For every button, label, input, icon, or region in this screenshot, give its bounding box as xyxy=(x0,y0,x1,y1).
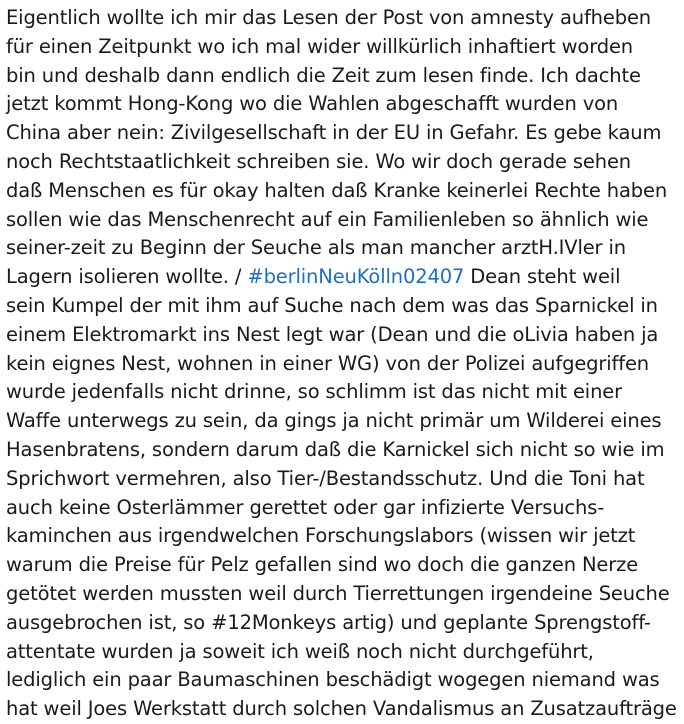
text-line-14: wurde jedenfalls nicht drinne, so schlimm ist das nicht mit einer xyxy=(6,380,622,404)
text-line-25: hat weil Joes Werkstatt durch solchen Vandalismus an Zusatzaufträge xyxy=(6,697,677,721)
text-line-8: sollen wie das Menschenrecht auf ein Familienleben so ähnlich wie xyxy=(6,207,649,231)
text-line-2: für einen Zeitpunkt wo ich mal wider willkürlich inhaftiert worden xyxy=(6,34,634,58)
text-line-9: seiner-zeit zu Beginn der Seuche als man mancher arztH.IVler in xyxy=(6,236,626,260)
text-line-20: warum die Preise für Pelz gefallen sind wo doch die ganzen Nerze xyxy=(6,553,639,577)
text-line-21: getötet werden mussten weil durch Tierrettungen irgendeine Seuche xyxy=(6,581,670,605)
text-line-22: ausgebrochen ist, so #12Monkeys artig) und geplante Sprengstoff- xyxy=(6,610,651,634)
text-line-10 xyxy=(6,263,682,292)
text-line-19: kaminchen aus irgendwelchen Forschungslabors (wissen wir jetzt xyxy=(6,524,636,548)
text-line-11: sein Kumpel der mit ihm auf Suche nach dem was das Sparnickel in xyxy=(6,293,658,317)
text-line-13: kein eignes Nest, wohnen in einer WG) von der Polizei aufgegriffen xyxy=(6,351,650,375)
text-line-4: jetzt kommt Hong-Kong wo die Wahlen abgeschafft wurden von xyxy=(6,92,619,116)
text-line-7: daß Menschen es für okay halten daß Kranke keinerlei Rechte haben xyxy=(6,178,668,202)
document-body xyxy=(6,4,682,724)
text-line-23: attentate wurden ja soweit ich weiß noch nicht durchgeführt, xyxy=(6,639,594,663)
text-line-15: Waffe unterwegs zu sein, da gings ja nicht primär um Wilderei eines xyxy=(6,409,662,433)
text-line-24: lediglich ein paar Baumaschinen beschädigt wogegen niemand was xyxy=(6,668,660,692)
hashtag-link[interactable]: #berlinNeuKölln02407 xyxy=(247,265,465,289)
text-line-5: China aber nein: Zivilgesellschaft in der EU in Gefahr. Es gebe kaum xyxy=(6,121,662,145)
text-line-1: Eigentlich wollte ich mir das Lesen der Post von amnesty aufheben xyxy=(6,6,652,29)
text-line-3: bin und deshalb dann endlich die Zeit zum lesen finde. Ich dachte xyxy=(6,63,641,87)
text-line-10-after: Dean steht weil xyxy=(464,265,621,289)
text-line-18: auch keine Osterlämmer gerettet oder gar infizierte Versuchs- xyxy=(6,495,605,519)
text-line-16: Hasenbratens, sondern darum daß die Karnickel sich nicht so wie im xyxy=(6,437,665,461)
text-line-10-before: Lagern isolieren wollte. / xyxy=(6,265,248,289)
text-line-12: einem Elektromarkt ins Nest legt war (Dean und die oLivia haben ja xyxy=(6,322,659,346)
text-line-6: noch Rechtstaatlichkeit schreiben sie. Wo wir doch gerade sehen xyxy=(6,149,632,173)
text-line-17: Sprichwort vermehren, also Tier-/Bestandsschutz. Und die Toni hat xyxy=(6,466,645,490)
